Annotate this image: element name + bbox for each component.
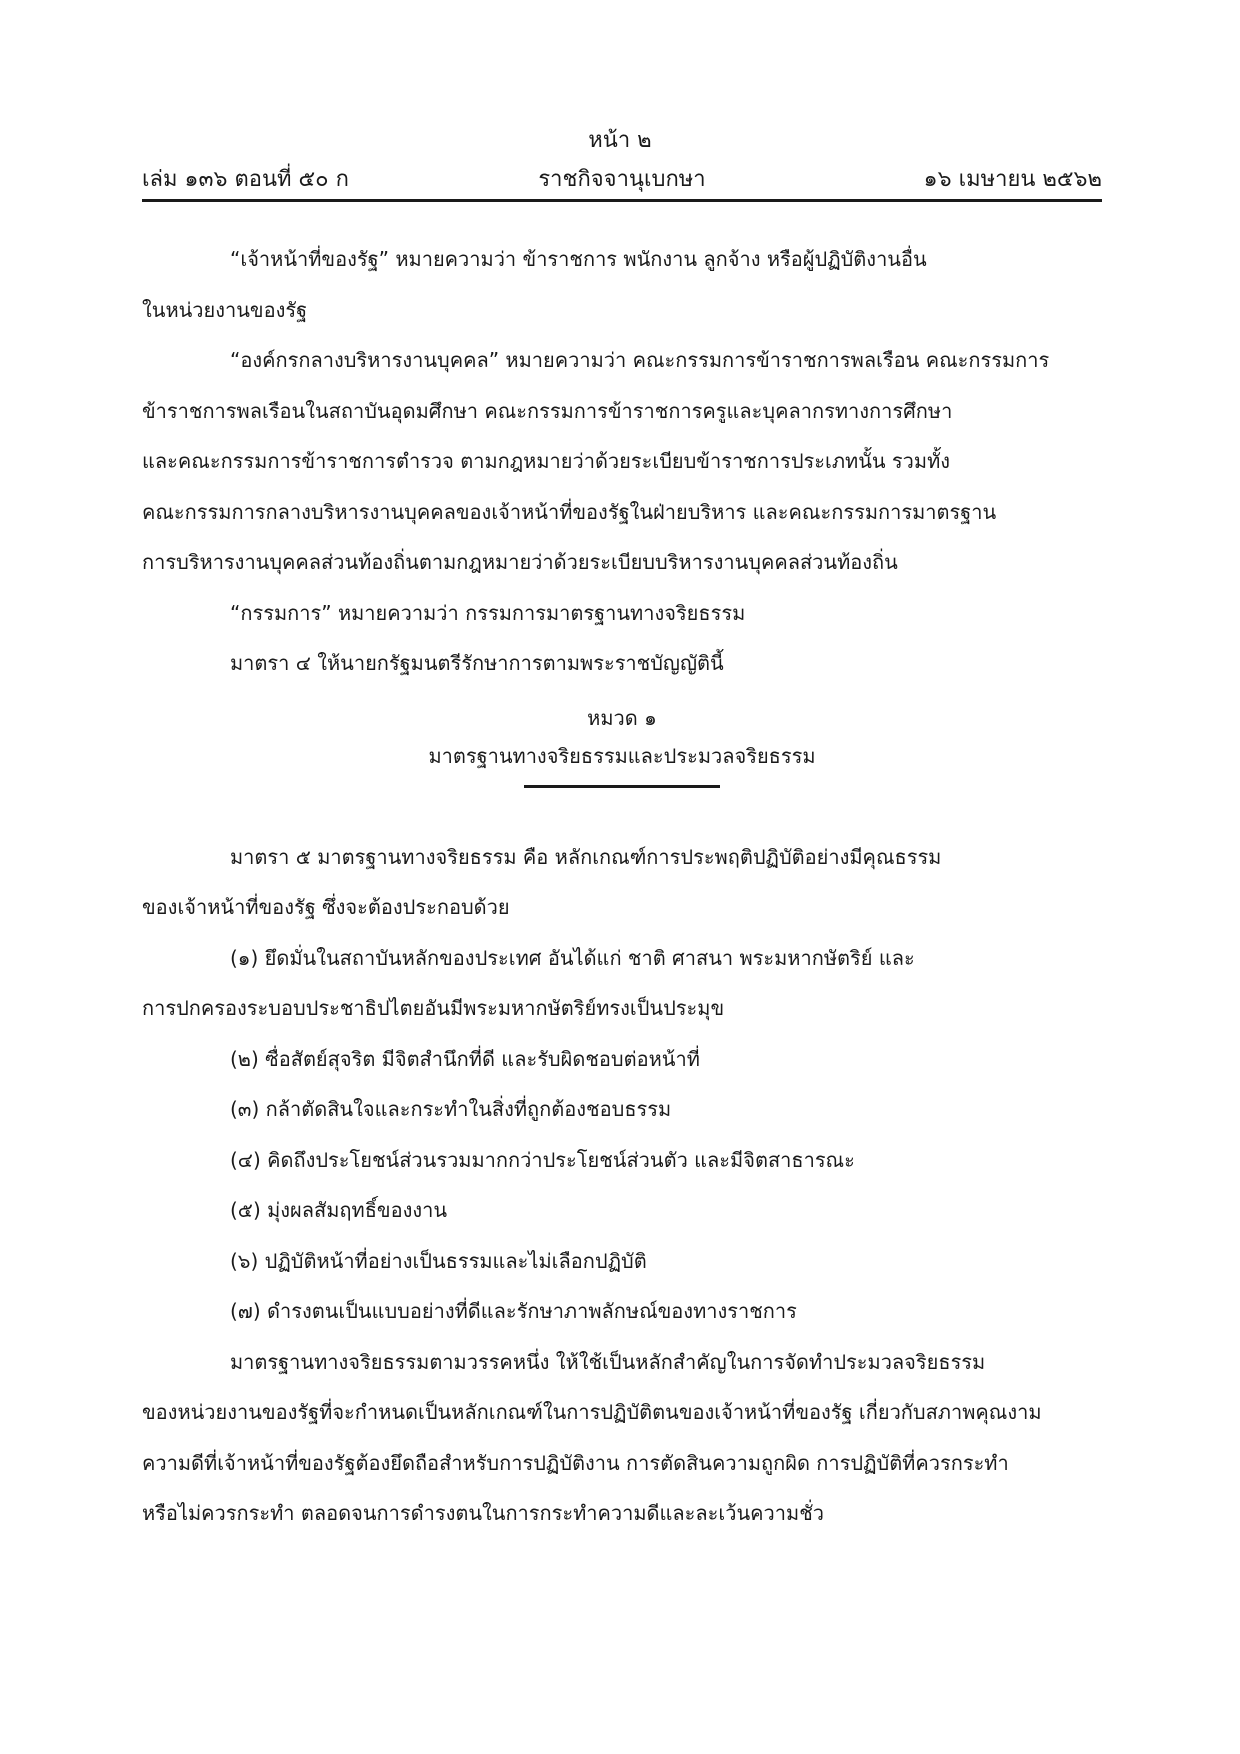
document-body: [142, 234, 1102, 1539]
definition-line: คณะกรรมการกลางบริหารงานบุคคลของเจ้าหน้าที่ของรัฐในฝ่ายบริหาร และคณะกรรมการมาตรฐาน: [142, 499, 997, 524]
definition-line: และคณะกรรมการข้าราชการตำรวจ ตามกฎหมายว่าด้วยระเบียบข้าราชการประเภทนั้น รวมทั้ง: [142, 449, 951, 473]
definition-central-agency: [142, 335, 1102, 588]
list-item: (๒) ซื่อสัตย์สุจริต มีจิตสำนึกที่ดี และรับผิดชอบต่อหน้าที่: [230, 1046, 700, 1071]
running-header: [142, 164, 1102, 196]
list-item: (๖) ปฏิบัติหน้าที่อย่างเป็นธรรมและไม่เลือกปฏิบัติ: [230, 1248, 647, 1273]
definition-line: ข้าราชการพลเรือนในสถาบันอุดมศึกษา คณะกรรมการข้าราชการครูและบุคลากรทางการศึกษา: [142, 398, 953, 423]
closing-line: ของหน่วยงานของรัฐที่จะกำหนดเป็นหลักเกณฑ์ในการปฏิบัติตนของเจ้าหน้าที่ของรัฐ เกี่ยวกับสภาพคุณงาม: [142, 1400, 1042, 1424]
list-item: (๕) มุ่งผลสัมฤทธิ์ของงาน: [230, 1198, 448, 1222]
definition-line: “เจ้าหน้าที่ของรัฐ” หมายความว่า ข้าราชการ พนักงาน ลูกจ้าง หรือผู้ปฏิบัติงานอื่น: [230, 247, 927, 271]
volume-issue: เล่ม ๑๓๖ ตอนที่ ๕๐ ก: [142, 167, 349, 192]
list-item: (๑) ยึดมั่นในสถาบันหลักของประเทศ อันได้แก่ ชาติ ศาสนา พระมหากษัตริย์ และ: [230, 945, 915, 970]
list-item-continuation: การปกครองระบอบประชาธิปไตยอันมีพระมหากษัตริย์ทรงเป็นประมุข: [142, 996, 725, 1020]
section-5: [142, 832, 1102, 933]
section-line: ของเจ้าหน้าที่ของรัฐ ซึ่งจะต้องประกอบด้วย: [142, 895, 510, 919]
definition-line: “องค์กรกลางบริหารงานบุคคล” หมายความว่า คณะกรรมการข้าราชการพลเรือน คณะกรรมการ: [230, 348, 1050, 372]
section-4: มาตรา ๔ ให้นายกรัฐมนตรีรักษาการตามพระราชบัญญัตินี้: [230, 651, 724, 675]
header-rule: [142, 199, 1102, 202]
page-number: หน้า ๒: [588, 128, 652, 153]
definition-line: ในหน่วยงานของรัฐ: [142, 297, 308, 322]
closing-line: ความดีที่เจ้าหน้าที่ของรัฐต้องยึดถือสำหรับการปฏิบัติงาน การตัดสินความถูกผิด การปฏิบัติที่ควรกระทำ: [142, 1450, 1009, 1475]
section-line: มาตรา ๕ มาตรฐานทางจริยธรรม คือ หลักเกณฑ์การประพฤติปฏิบัติอย่างมีคุณธรรม: [230, 844, 942, 869]
definition-officer: [142, 234, 1102, 335]
definition-line: การบริหารงานบุคคลส่วนท้องถิ่นตามกฎหมายว่าด้วยระเบียบบริหารงานบุคคลส่วนท้องถิ่น: [142, 550, 898, 574]
list-item: (๓) กล้าตัดสินใจและกระทำในสิ่งที่ถูกต้องชอบธรรม: [230, 1097, 672, 1121]
closing-paragraph: [142, 1337, 1102, 1539]
chapter-heading-block: [142, 699, 1102, 788]
list-item: (๗) ดำรงตนเป็นแบบอย่างที่ดีและรักษาภาพลักษณ์ของทางราชการ: [230, 1299, 797, 1323]
list-item: (๔) คิดถึงประโยชน์ส่วนรวมมากกว่าประโยชน์ส่วนตัว และมีจิตสาธารณะ: [230, 1147, 855, 1172]
ethics-standards-list: [142, 933, 1102, 1337]
publication-date: ๑๖ เมษายน ๒๕๖๒: [923, 167, 1102, 192]
chapter-rule: [524, 785, 720, 788]
chapter-title: มาตรฐานทางจริยธรรมและประมวลจริยธรรม: [428, 743, 816, 768]
publication-name: ราชกิจจานุเบกษา: [538, 167, 706, 192]
closing-line: หรือไม่ควรกระทำ ตลอดจนการดำรงตนในการกระทำความดีและละเว้นความชั่ว: [142, 1501, 824, 1525]
chapter-number: หมวด ๑: [587, 705, 657, 730]
closing-line: มาตรฐานทางจริยธรรมตามวรรคหนึ่ง ให้ใช้เป็นหลักสำคัญในการจัดทำประมวลจริยธรรม: [230, 1349, 986, 1374]
definition-committee: “กรรมการ” หมายความว่า กรรมการมาตรฐานทางจริยธรรม: [230, 600, 746, 625]
